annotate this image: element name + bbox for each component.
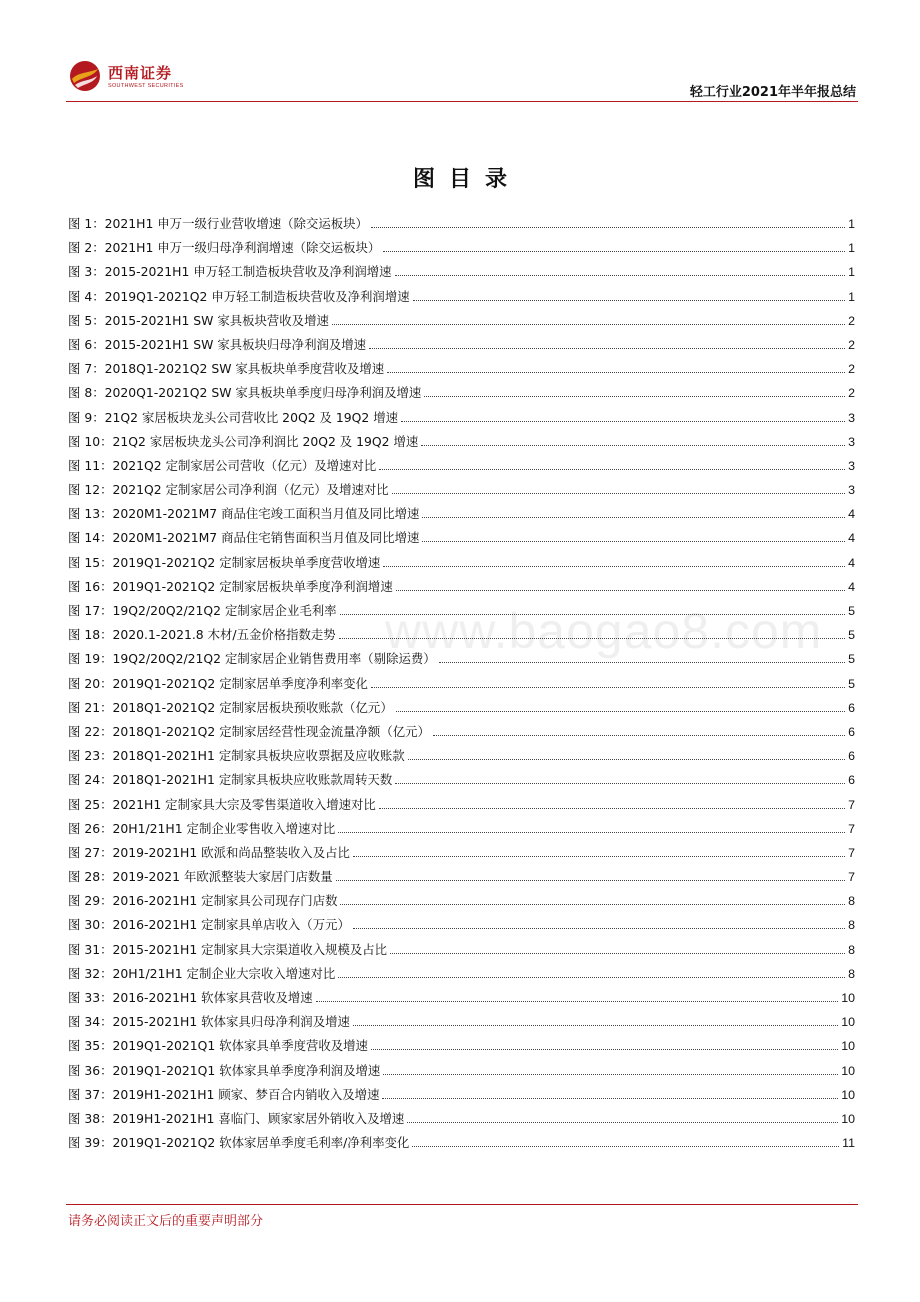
toc-dot-leader <box>390 953 845 954</box>
toc-item-page: 5 <box>848 628 855 643</box>
toc-item-text: 2019Q1-2021Q2 软体家居单季度毛利率/净利率变化 <box>112 1135 410 1151</box>
toc-item-label: 图 34： <box>68 1014 113 1030</box>
toc-dot-leader <box>422 517 845 518</box>
report-title: 轻工行业2021年半年报总结 <box>689 85 856 100</box>
toc-item-label: 图 9： <box>68 409 105 425</box>
toc-item-text: 2019Q1-2021Q1 软体家具单季度营收及增速 <box>112 1038 368 1054</box>
toc-item-label: 图 3： <box>68 264 105 280</box>
toc-item-text: 2020M1-2021M7 商品住宅竣工面积当月值及同比增速 <box>112 506 420 522</box>
toc-dot-leader <box>369 348 845 349</box>
toc-item[interactable] <box>68 722 855 746</box>
toc-item[interactable] <box>68 577 855 601</box>
toc-item-page: 2 <box>848 362 855 377</box>
toc-item[interactable] <box>68 843 855 867</box>
toc-item-page: 6 <box>848 773 855 788</box>
toc-item[interactable] <box>68 964 855 988</box>
toc-item-text: 2021Q2 定制家居公司营收（亿元）及增速对比 <box>112 457 377 473</box>
toc-item[interactable] <box>68 287 855 311</box>
toc-item-text: 2015-2021H1 定制家具大宗渠道收入规模及占比 <box>112 941 388 957</box>
toc-item-text: 2019Q1-2021Q2 定制家居板块单季度营收增速 <box>112 554 381 570</box>
toc-dot-leader <box>413 300 845 301</box>
toc-item-page: 1 <box>848 217 855 231</box>
toc-item[interactable] <box>68 238 855 262</box>
toc-item[interactable] <box>68 528 855 552</box>
toc-item-text: 2021H1 申万一级归母净利润增速（除交运板块） <box>104 240 381 256</box>
toc-item[interactable] <box>68 770 855 794</box>
toc-dot-leader <box>371 687 845 688</box>
toc-item-label: 图 17： <box>68 603 113 618</box>
header-divider <box>66 101 858 102</box>
toc-item-text: 2016-2021H1 软体家具营收及增速 <box>112 990 313 1005</box>
toc-item-label: 图 4： <box>68 288 105 304</box>
toc-item-text: 19Q2/20Q2/21Q2 定制家居企业毛利率 <box>112 603 337 618</box>
toc-item-text: 2018Q1-2021Q2 定制家居板块预收账款（亿元） <box>112 699 393 715</box>
toc-item-text: 2019Q1-2021Q1 软体家具单季度净利润及增速 <box>112 1062 381 1078</box>
toc-item-page: 3 <box>848 458 855 473</box>
toc-item-page: 1 <box>848 265 855 280</box>
toc-item-text: 2020.1-2021.8 木材/五金价格指数走势 <box>112 627 336 643</box>
toc-dot-leader <box>387 372 845 373</box>
toc-item-page: 8 <box>848 942 855 957</box>
watermark: www.baogao8.com <box>385 603 823 659</box>
toc-item-label: 图 10： <box>68 433 113 449</box>
footer-divider <box>66 1204 858 1205</box>
toc-item-label: 图 28： <box>68 869 113 885</box>
toc-item-text: 2019Q1-2021Q2 定制家居板块单季度净利润增速 <box>112 578 393 594</box>
toc-item-page: 4 <box>848 507 855 522</box>
toc-item-page: 10 <box>841 991 855 1005</box>
toc-item-page: 1 <box>848 241 855 256</box>
toc-item[interactable] <box>68 553 855 577</box>
company-logo <box>66 56 206 96</box>
toc-dot-leader <box>340 904 845 905</box>
toc-item[interactable] <box>68 795 855 819</box>
toc-dot-leader <box>392 493 845 494</box>
toc-item-page: 10 <box>841 1063 855 1078</box>
toc-item-page: 10 <box>841 1039 855 1054</box>
toc-item-label: 图 8： <box>68 385 105 401</box>
toc-item-label: 图 16： <box>68 578 113 594</box>
toc-item-label: 图 20： <box>68 675 113 691</box>
toc-item-text: 2018Q1-2021Q2 SW 家具板块单季度营收及增速 <box>104 361 385 377</box>
toc-item-text: 2019Q1-2021Q2 申万轻工制造板块营收及净利润增速 <box>104 288 410 304</box>
toc-item-text: 2018Q1-2021H1 定制家具板块应收账款周转天数 <box>112 772 393 788</box>
toc-item-text: 2016-2021H1 定制家具公司现存门店数 <box>112 893 338 909</box>
toc-item-text: 20H1/21H1 定制企业大宗收入增速对比 <box>112 965 336 981</box>
toc-item-page: 3 <box>848 434 855 449</box>
toc-item[interactable] <box>68 480 855 504</box>
toc-item-page: 2 <box>848 386 855 401</box>
toc-item-label: 图 21： <box>68 699 113 715</box>
toc-dot-leader <box>383 1074 838 1075</box>
toc-item-label: 图 30： <box>68 917 113 933</box>
logo-emblem-icon <box>69 60 101 92</box>
toc-item-page: 8 <box>848 918 855 933</box>
toc-item-text: 21Q2 家居板块龙头公司净利润比 20Q2 及 19Q2 增速 <box>112 433 419 449</box>
toc-item-page: 4 <box>848 579 855 594</box>
toc-item-page: 3 <box>848 483 855 498</box>
toc-item-text: 2015-2021H1 软体家具归母净利润及增速 <box>112 1014 350 1030</box>
toc-item-page: 5 <box>848 652 855 667</box>
toc-item[interactable] <box>68 674 855 698</box>
toc-item[interactable] <box>68 819 855 843</box>
toc-item-page: 4 <box>848 531 855 546</box>
toc-dot-leader <box>412 1146 839 1147</box>
toc-item[interactable] <box>68 698 855 722</box>
toc-dot-leader <box>339 638 845 639</box>
toc-item[interactable] <box>68 940 855 964</box>
toc-item-label: 图 15： <box>68 554 113 570</box>
toc-item-page: 10 <box>841 1111 855 1126</box>
toc-item-label: 图 11： <box>68 457 113 473</box>
toc-item-page: 2 <box>848 337 855 352</box>
toc-item-text: 2019Q1-2021Q2 定制家居单季度净利率变化 <box>112 675 368 691</box>
toc-dot-leader <box>401 421 845 422</box>
toc-list <box>68 214 855 1157</box>
toc-item[interactable] <box>68 383 855 407</box>
toc-dot-leader <box>353 856 845 857</box>
logo-chinese-name: 西南证券 <box>108 64 173 82</box>
toc-dot-leader <box>395 783 845 784</box>
toc-dot-leader <box>332 324 845 325</box>
toc-item-text: 2019-2021H1 欧派和尚品整装收入及占比 <box>112 844 350 860</box>
toc-item-label: 图 37： <box>68 1086 113 1102</box>
toc-item-label: 图 19： <box>68 651 113 667</box>
toc-item[interactable] <box>68 867 855 891</box>
toc-item-text: 21Q2 家居板块龙头公司营收比 20Q2 及 19Q2 增速 <box>104 409 398 425</box>
toc-dot-leader <box>422 541 845 542</box>
toc-item-label: 图 5： <box>68 312 105 328</box>
toc-item-text: 2019H1-2021H1 喜临门、顾家家居外销收入及增速 <box>112 1110 405 1126</box>
toc-item-label: 图 24： <box>68 772 113 788</box>
toc-item-text: 2018Q1-2021H1 定制家具板块应收票据及应收账款 <box>112 748 405 764</box>
toc-item-text: 2020M1-2021M7 商品住宅销售面积当月值及同比增速 <box>112 530 420 546</box>
toc-item[interactable] <box>68 432 855 456</box>
toc-item-page: 7 <box>848 797 855 812</box>
toc-item[interactable] <box>68 262 855 286</box>
toc-dot-leader <box>338 977 845 978</box>
toc-item[interactable] <box>68 649 855 673</box>
toc-item-page: 10 <box>841 1087 855 1102</box>
toc-item-label: 图 7： <box>68 361 105 377</box>
toc-item-label: 图 29： <box>68 893 113 909</box>
toc-dot-leader <box>336 880 845 881</box>
toc-title: 图目录 <box>412 166 521 192</box>
toc-item-text: 2021Q2 定制家居公司净利润（亿元）及增速对比 <box>112 482 389 498</box>
toc-item[interactable] <box>68 746 855 770</box>
toc-item-label: 图 22： <box>68 723 113 739</box>
toc-item[interactable] <box>68 214 855 238</box>
toc-item-label: 图 26： <box>68 820 113 836</box>
toc-dot-leader <box>396 590 845 591</box>
toc-dot-leader <box>439 662 845 663</box>
toc-dot-leader <box>424 396 845 397</box>
toc-item[interactable] <box>68 1109 855 1133</box>
toc-dot-leader <box>379 808 845 809</box>
toc-item-page: 4 <box>848 555 855 570</box>
toc-dot-leader <box>408 759 845 760</box>
toc-item-page: 8 <box>848 966 855 981</box>
toc-item-page: 7 <box>848 870 855 885</box>
toc-item[interactable] <box>68 408 855 432</box>
toc-item-text: 2021H1 定制家具大宗及零售渠道收入增速对比 <box>112 796 376 812</box>
toc-item-label: 图 39： <box>68 1135 113 1151</box>
page-header <box>66 56 858 102</box>
toc-item[interactable] <box>68 1036 855 1060</box>
toc-item-label: 图 1： <box>68 216 105 231</box>
toc-item[interactable] <box>68 456 855 480</box>
toc-item[interactable] <box>68 359 855 383</box>
toc-item-page: 5 <box>848 604 855 618</box>
toc-item-label: 图 36： <box>68 1062 113 1078</box>
toc-item-page: 2 <box>848 313 855 328</box>
toc-dot-leader <box>407 1122 838 1123</box>
footer-disclaimer: 请务必阅读正文后的重要声明部分 <box>68 1214 264 1229</box>
toc-dot-leader <box>371 1049 838 1050</box>
toc-dot-leader <box>353 1025 838 1026</box>
toc-item[interactable] <box>68 601 855 625</box>
toc-item-text: 20H1/21H1 定制企业零售收入增速对比 <box>112 820 336 836</box>
toc-item[interactable] <box>68 625 855 649</box>
toc-item-text: 2018Q1-2021Q2 定制家居经营性现金流量净额（亿元） <box>112 723 430 739</box>
toc-item-text: 2019H1-2021H1 顾家、梦百合内销收入及增速 <box>112 1086 380 1102</box>
toc-item-label: 图 18： <box>68 627 113 643</box>
toc-item-text: 2020Q1-2021Q2 SW 家具板块单季度归母净利润及增速 <box>104 385 422 401</box>
toc-item-label: 图 12： <box>68 482 113 498</box>
toc-dot-leader <box>383 251 845 252</box>
toc-item-text: 19Q2/20Q2/21Q2 定制家居企业销售费用率（剔除运费） <box>112 651 436 667</box>
toc-item-page: 6 <box>848 724 855 739</box>
toc-item-text: 2021H1 申万一级行业营收增速（除交运板块） <box>104 216 368 231</box>
toc-item-page: 5 <box>848 676 855 691</box>
toc-item[interactable] <box>68 988 855 1012</box>
toc-item-page: 7 <box>848 821 855 836</box>
toc-item-page: 11 <box>842 1136 855 1151</box>
toc-item-text: 2015-2021H1 申万轻工制造板块营收及净利润增速 <box>104 264 392 280</box>
toc-item-text: 2015-2021H1 SW 家具板块营收及增速 <box>104 312 329 328</box>
toc-item-label: 图 14： <box>68 530 113 546</box>
toc-item-page: 3 <box>848 410 855 425</box>
toc-dot-leader <box>353 928 845 929</box>
toc-item[interactable] <box>68 1085 855 1109</box>
toc-dot-leader <box>316 1001 839 1002</box>
toc-dot-leader <box>382 1098 838 1099</box>
toc-item-page: 1 <box>848 289 855 304</box>
toc-item[interactable] <box>68 311 855 335</box>
toc-item-label: 图 31： <box>68 941 113 957</box>
toc-item[interactable] <box>68 1061 855 1085</box>
toc-dot-leader <box>396 711 845 712</box>
toc-item-label: 图 23： <box>68 748 113 764</box>
toc-dot-leader <box>433 735 845 736</box>
toc-dot-leader <box>379 469 845 470</box>
toc-item[interactable] <box>68 335 855 359</box>
toc-item-page: 8 <box>848 894 855 909</box>
toc-item[interactable] <box>68 1133 855 1157</box>
toc-item-label: 图 27： <box>68 844 113 860</box>
toc-item-label: 图 25： <box>68 796 113 812</box>
toc-item-label: 图 6： <box>68 336 105 352</box>
toc-item-label: 图 35： <box>68 1038 113 1054</box>
toc-item-page: 10 <box>841 1015 855 1030</box>
toc-dot-leader <box>421 445 845 446</box>
toc-item-text: 2019-2021 年欧派整装大家居门店数量 <box>112 869 333 885</box>
toc-item-label: 图 33： <box>68 990 113 1005</box>
toc-item[interactable] <box>68 891 855 915</box>
toc-item[interactable] <box>68 1012 855 1036</box>
toc-item-text: 2015-2021H1 SW 家具板块归母净利润及增速 <box>104 336 367 352</box>
toc-item-page: 7 <box>848 845 855 860</box>
toc-item-label: 图 13： <box>68 506 113 522</box>
toc-dot-leader <box>371 227 845 228</box>
toc-dot-leader <box>395 275 846 276</box>
toc-item-label: 图 38： <box>68 1110 113 1126</box>
toc-item-page: 6 <box>848 749 855 764</box>
logo-english-name: SOUTHWEST SECURITIES <box>108 83 184 89</box>
toc-item-page: 6 <box>848 700 855 715</box>
toc-item-label: 图 2： <box>68 240 105 256</box>
toc-dot-leader <box>383 566 845 567</box>
toc-dot-leader <box>340 614 846 615</box>
toc-item[interactable] <box>68 915 855 939</box>
toc-item[interactable] <box>68 504 855 528</box>
toc-item-label: 图 32： <box>68 965 113 981</box>
toc-item-text: 2016-2021H1 定制家具单店收入（万元） <box>112 917 350 933</box>
toc-dot-leader <box>338 832 845 833</box>
